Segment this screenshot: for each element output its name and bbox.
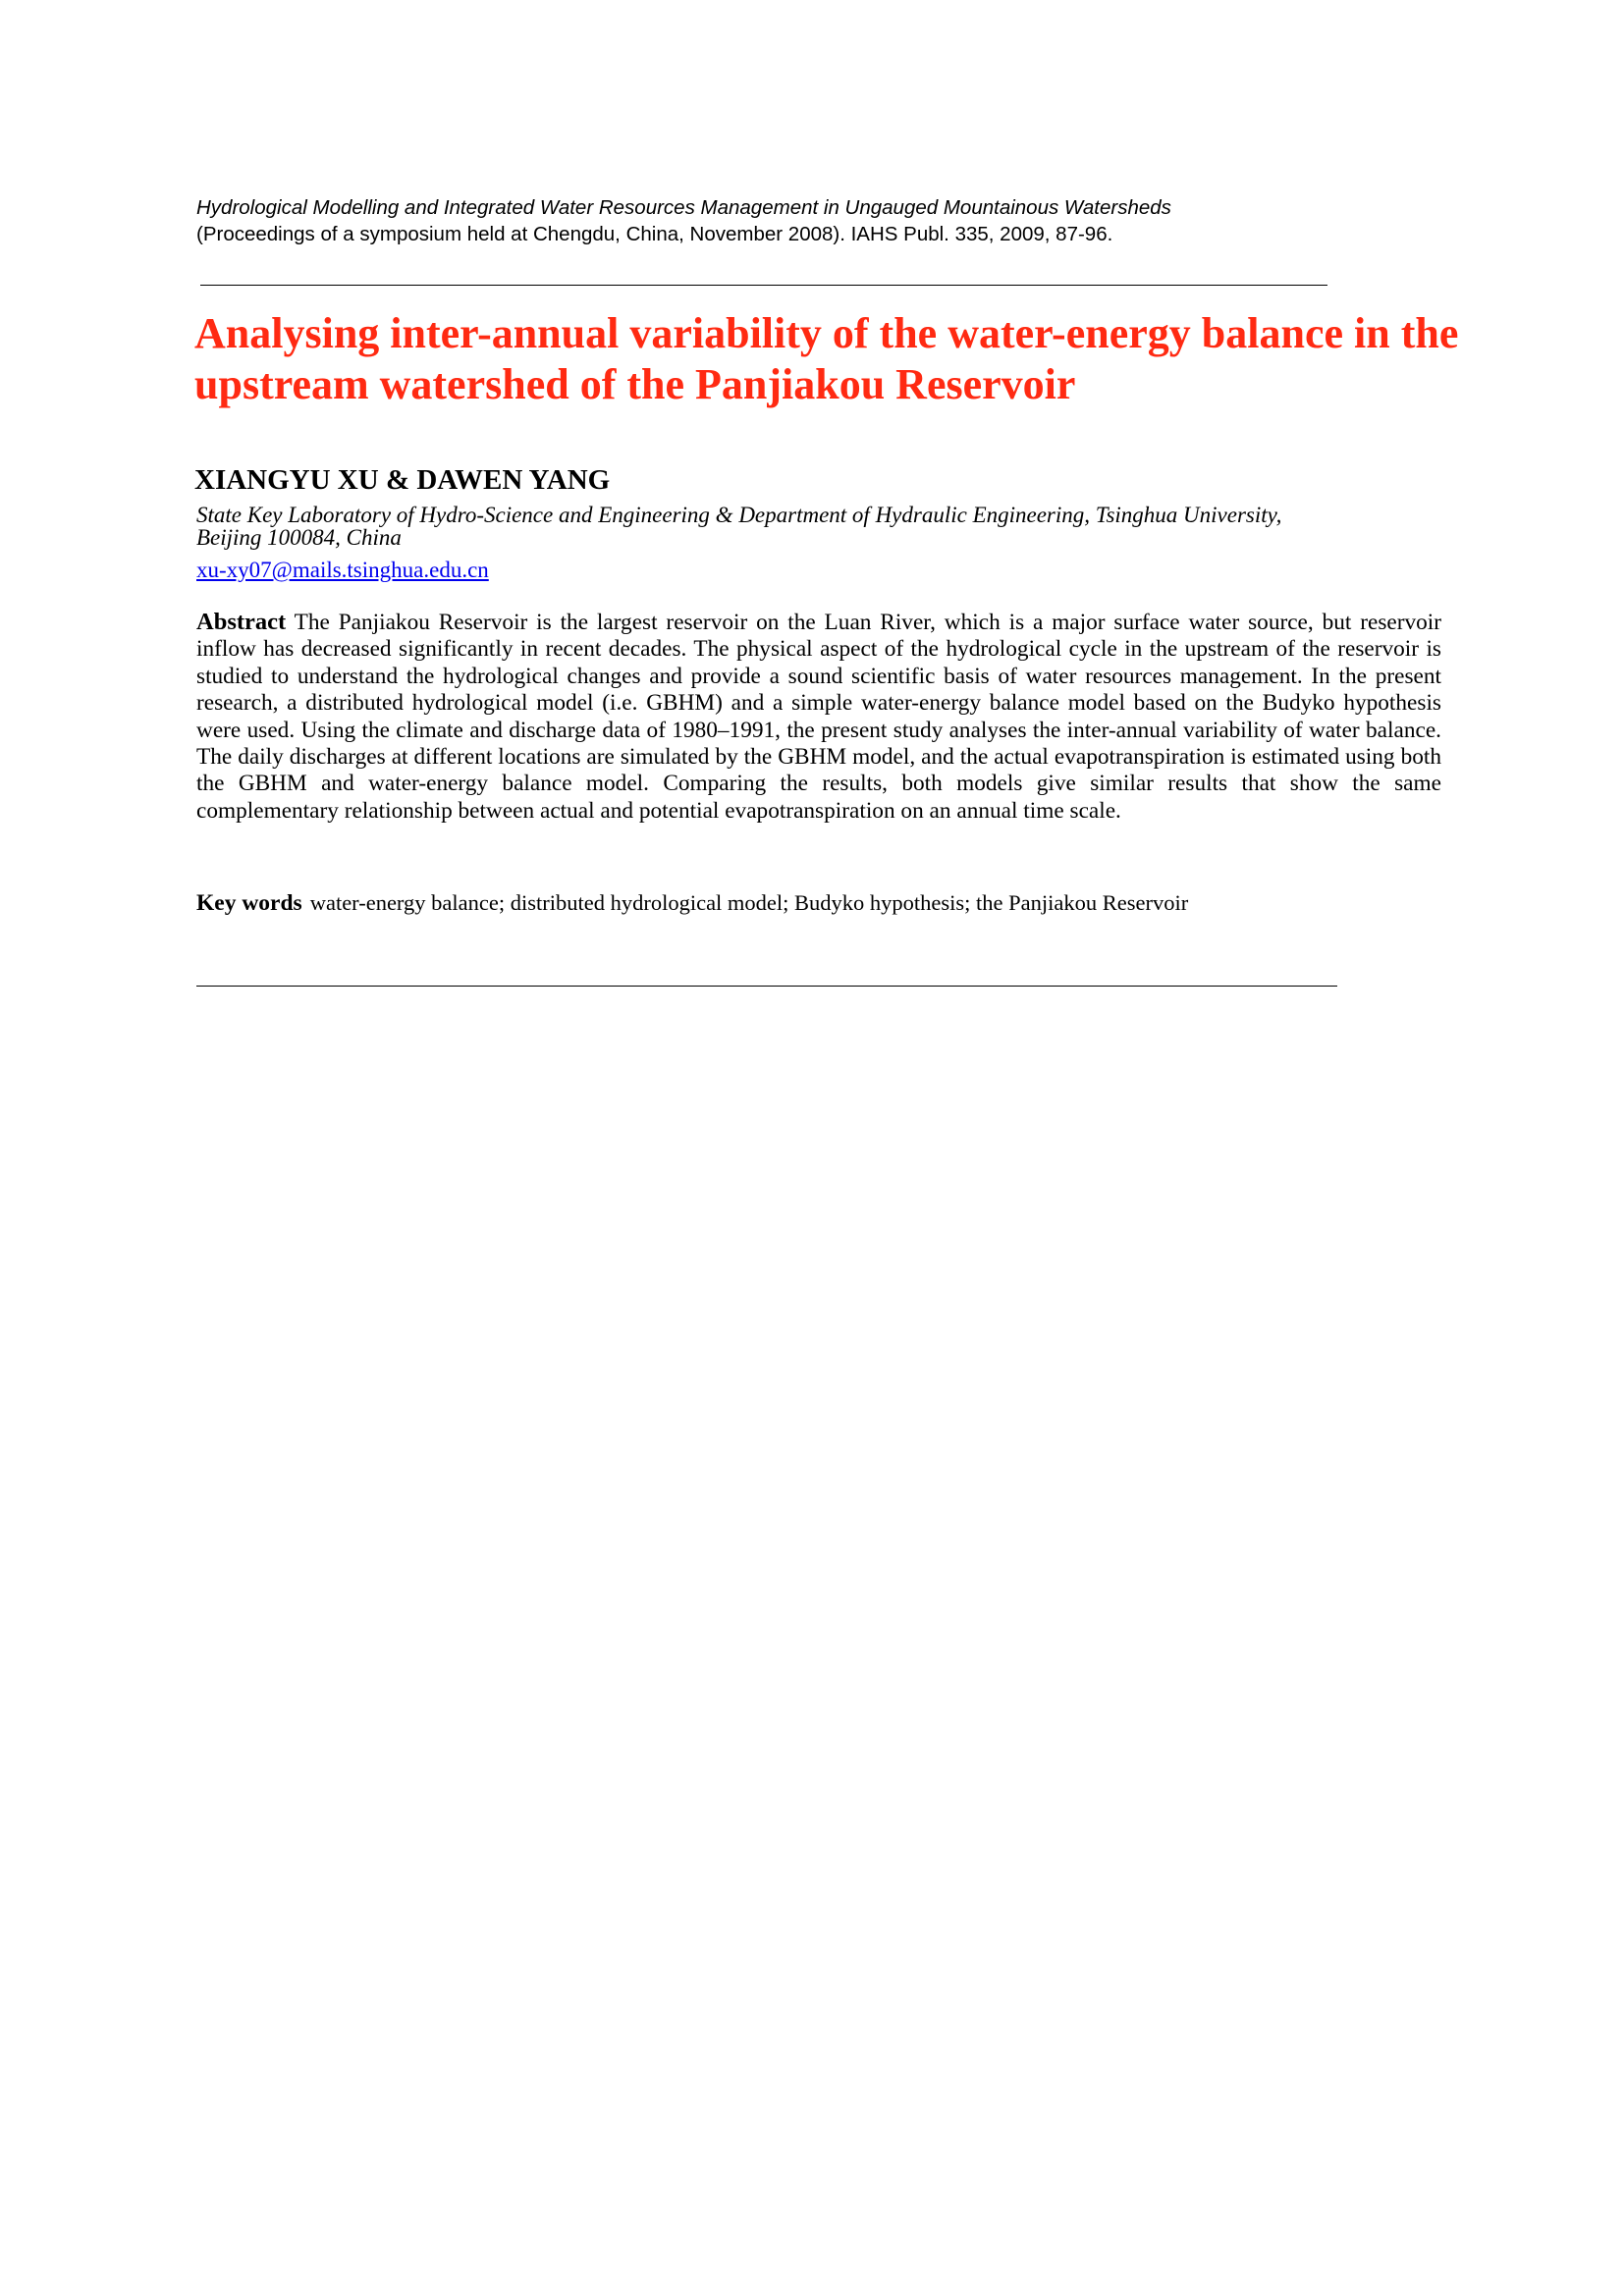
abstract-text: The Panjiakou Reservoir is the largest reservoir on the Luan River, which is a major surface water source, but reservoir inflow has decreased significantly in recent decades. The physical aspect of the hydrological cycle in the upstream of the reservoir is studied to understand the hydrological changes and provide a sound scientific basis of water resources management. In the present research, a distributed hydrological model (i.e. GBHM) and a simple water-energy balance model based on the Budyko hypothesis were used. Using the climate and discharge data of 1980–1991, the present study analyses the inter-annual variability of water balance. The daily discharges at different locations are simulated by the GBHM model, and the actual evapotranspiration is estimated using both the GBHM and water-energy balance model. Comparing the results, both models give similar results that show the same complementary relationship between actual and potential evapotranspiration on an annual time scale. <box>196 610 1442 824</box>
keywords-text: water-energy balance; distributed hydrological model; Budyko hypothesis; the Panjiakou Reservoir <box>309 890 1189 915</box>
author-affiliation <box>196 504 1473 549</box>
affiliation-line-2: Beijing 100084, China <box>196 525 402 550</box>
publication-header <box>196 194 1473 247</box>
paper-title: Analysing inter-annual variability of the water-energy balance in the upstream watershed of the Panjiakou Reservoir <box>194 309 1459 408</box>
proceedings-citation: (Proceedings of a symposium held at Chengdu, China, November 2008). IAHS Publ. 335, 2009, 87-96. <box>196 223 1113 245</box>
abstract-paragraph <box>196 609 1441 825</box>
author-email-link[interactable]: xu-xy07@mails.tsinghua.edu.cn <box>196 558 489 582</box>
affiliation-line-1: State Key Laboratory of Hydro-Science and Engineering & Department of Hydraulic Engineering, Tsinghua University, <box>196 503 1282 527</box>
keywords-line <box>196 889 1473 917</box>
keywords-label: Key words <box>196 890 302 916</box>
abstract-divider <box>196 986 1337 987</box>
header-divider <box>200 285 1327 286</box>
journal-title: Hydrological Modelling and Integrated Water Resources Management in Ungauged Mountainous Watersheds <box>196 196 1171 219</box>
author-names: XIANGYU XU & DAWEN YANG <box>194 464 611 496</box>
abstract-label: Abstract <box>196 609 287 635</box>
